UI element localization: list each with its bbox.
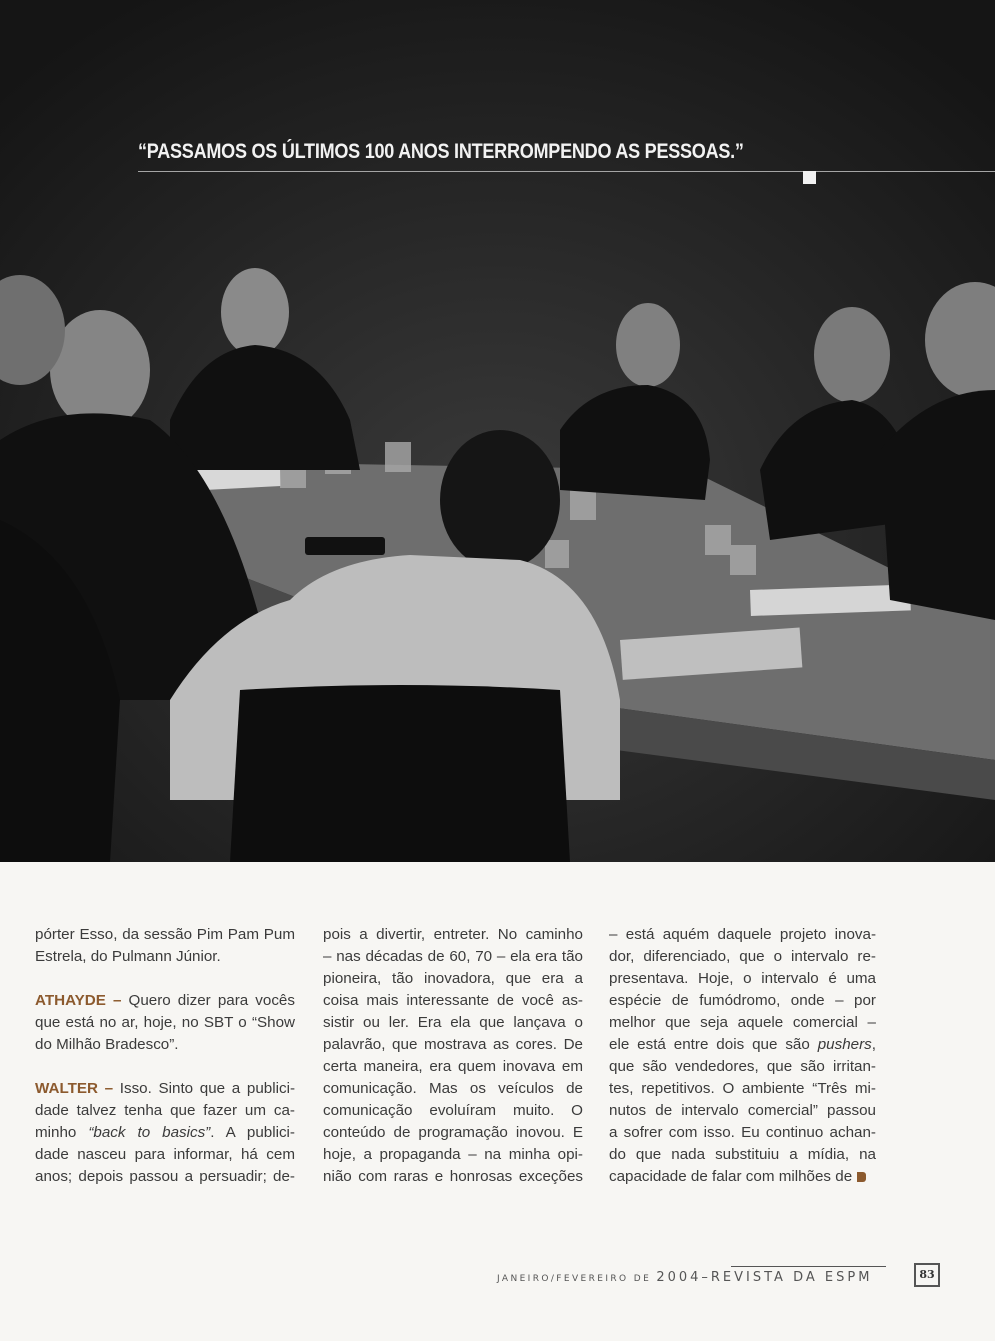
text-line: pois a divertir, entreter. No caminho — [323, 926, 583, 943]
italic-run: pushers — [817, 1036, 872, 1053]
footer — [497, 1266, 872, 1285]
text-line: dade talvez tenha que fazer um ca- — [35, 1102, 295, 1119]
text-run: Quero dizer para vocês — [121, 992, 295, 1009]
footer-date: JANEIRO/FEVEREIRO DE — [497, 1274, 652, 1284]
paragraph — [609, 924, 876, 1188]
speaker-name: WALTER – — [35, 1080, 114, 1097]
paragraph-athayde — [35, 990, 295, 1056]
text-line: do Milhão Bradesco”. — [35, 1036, 179, 1053]
text-line: hoje, a propaganda – na minha opi- — [323, 1146, 583, 1163]
quote-rule — [138, 171, 995, 172]
footer-rule — [731, 1266, 886, 1267]
italic-run: “back to basics” — [88, 1124, 211, 1141]
text-line: que está no ar, hoje, no SBT o “Show — [35, 1014, 295, 1031]
text-run: ele está entre dois que são — [609, 1036, 818, 1053]
page-number: 83 — [914, 1263, 940, 1287]
text-line — [35, 1078, 295, 1100]
text-line: palavrão, que mostrava as cores. De — [323, 1036, 583, 1053]
text-line: certa maneira, era quem inovava em — [323, 1058, 583, 1075]
speaker-name: ATHAYDE – — [35, 992, 122, 1009]
text-line: – nas décadas de 60, 70 – ela era tão — [323, 948, 583, 965]
text-run: , — [871, 1036, 876, 1053]
text-run: minho — [35, 1124, 89, 1141]
text-line: comunicação evoluíram muito. O — [323, 1102, 583, 1119]
quote-marker — [803, 171, 816, 184]
text-line: – está aquém daquele projeto inova- — [609, 926, 876, 943]
text-line — [35, 1122, 295, 1144]
text-column-3 — [609, 924, 876, 1188]
text-line: que são vendedores, que são irritan- — [609, 1058, 876, 1075]
text-column-2 — [323, 924, 583, 1188]
text-line: presentava. Hoje, o intervalo é uma — [609, 970, 876, 987]
end-of-article-icon — [857, 1172, 866, 1182]
text-line: Estrela, do Pulmann Júnior. — [35, 948, 221, 965]
text-line — [609, 1166, 876, 1188]
text-line: anos; depois passou a persuadir; de- — [35, 1168, 295, 1185]
paragraph — [323, 924, 583, 1188]
text-line: a sofrer com isso. Eu continuo achan- — [609, 1124, 876, 1141]
text-line: nião com raras e honrosas exceções — [323, 1168, 583, 1185]
pull-quote: “PASSAMOS OS ÚLTIMOS 100 ANOS INTERROMPENDO AS PESSOAS.” — [138, 140, 744, 163]
text-line: espécie de fumódromo, onde – por — [609, 992, 876, 1009]
text-line: tes, repetitivos. O ambiente “Três mi- — [609, 1080, 876, 1097]
footer-magazine: 2004–REVISTA DA ESPM — [656, 1270, 873, 1285]
text-line: pórter Esso, da sessão Pim Pam Pum — [35, 926, 295, 943]
text-line — [609, 1034, 876, 1056]
text-line: melhor que seja aquele comercial – — [609, 1014, 876, 1031]
text-line: sistir ou ler. Era ela que lançava o — [323, 1014, 583, 1031]
text-line: nutos de intervalo comercial” passou — [609, 1102, 876, 1119]
text-line: do que nada substituiu a mídia, na — [609, 1146, 876, 1163]
text-run: . A publici- — [210, 1124, 295, 1141]
paragraph-walter — [35, 1078, 295, 1188]
text-run: Isso. Sinto que a publici- — [113, 1080, 295, 1097]
text-line: conteúdo de programação inovou. E — [323, 1124, 583, 1141]
text-line: dade nasceu para informar, há cem — [35, 1146, 295, 1163]
text-column-1 — [35, 924, 295, 1188]
text-line: comunicação. Mas os veículos de — [323, 1080, 583, 1097]
paragraph — [35, 924, 295, 968]
text-run: capacidade de falar com milhões de — [609, 1168, 853, 1185]
text-line — [35, 990, 295, 1012]
text-line: pioneira, tão inovadora, que era a — [323, 970, 583, 987]
text-line: dor, diferenciado, que o intervalo re- — [609, 948, 876, 965]
text-line: coisa mais interessante de você as- — [323, 992, 583, 1009]
